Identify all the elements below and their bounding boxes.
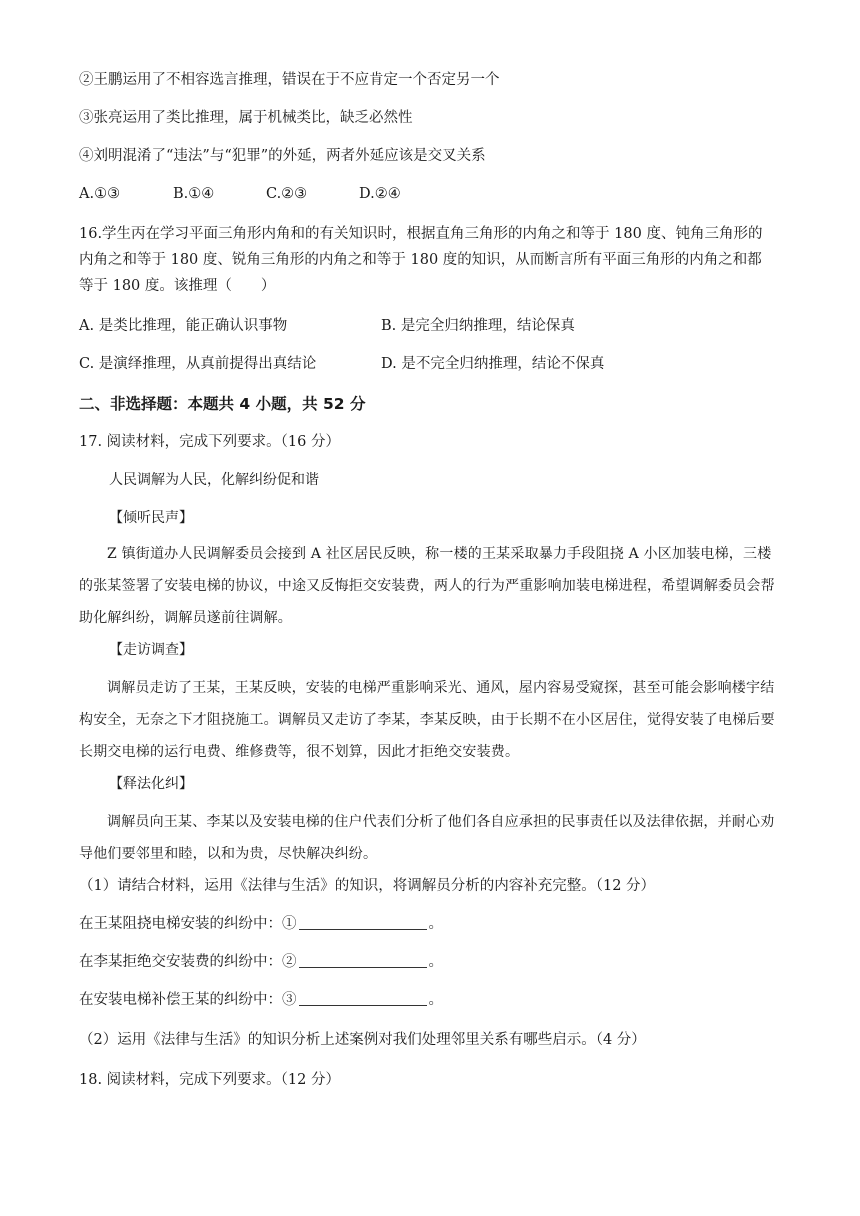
q17-tag-listen: 【倾听民声】 (109, 510, 193, 526)
q17-paragraph-2: 调解员走访了王某，王某反映，安装的电梯严重影响采光、通风，屋内容易受窥探，甚至可能会影响楼宇结构安全，无奈之下才阻挠施工。调解员又走访了李某，李某反映，由于长期不在小区居住，觉得安装了电梯后要长期交电梯的运行电费、维修费等，很不划算，因此才拒绝交安装费。 (79, 680, 775, 760)
q17-fill-3 (79, 990, 443, 1010)
q15-option-c: C.②③ (266, 186, 308, 202)
q17-fill-3-suffix: 。 (428, 992, 443, 1008)
q17-fill-2-prefix: 在李某拒绝交安装费的纠纷中：② (79, 954, 297, 970)
answer-blank-1[interactable] (299, 915, 427, 930)
q17-fill-1-suffix: 。 (428, 916, 443, 932)
q16-option-c: C. 是演绎推理，从真前提得出真结论 (79, 356, 317, 372)
q17-fill-2 (79, 952, 443, 972)
q17-paragraph-1: Z 镇街道办人民调解委员会接到 A 社区居民反映，称一楼的王某采取暴力手段阻挠 A 小区加装电梯，三楼的张某签署了安装电梯的协议，中途又反悔拒交安装费，两人的行为严重影响加装电梯进程，希望调解委员会帮助化解纠纷，调解员遂前往调解。 (79, 546, 775, 626)
q17-subquestion-2: （2）运用《法律与生活》的知识分析上述案例对我们处理邻里关系有哪些启示。（4 分） (79, 1032, 646, 1048)
q18-header: 18. 阅读材料，完成下列要求。（12 分） (79, 1072, 340, 1088)
q15-item-4: ④刘明混淆了“违法”与“犯罪”的外延，两者外延应该是交叉关系 (79, 148, 486, 164)
q17-paragraph-3: 调解员向王某、李某以及安装电梯的住户代表们分析了他们各自应承担的民事责任以及法律依据，并耐心劝导他们要邻里和睦，以和为贵，尽快解决纠纷。 (79, 814, 775, 862)
q17-subtitle: 人民调解为人民，化解纠纷促和谐 (109, 472, 319, 488)
q17-tag-visit: 【走访调查】 (109, 642, 193, 658)
q15-item-3: ③张亮运用了类比推理，属于机械类比，缺乏必然性 (79, 110, 413, 126)
answer-blank-2[interactable] (299, 953, 427, 968)
q17-tag-law: 【释法化纠】 (109, 776, 193, 792)
q15-option-a: A.①③ (79, 186, 121, 202)
q17-header: 17. 阅读材料，完成下列要求。（16 分） (79, 434, 340, 450)
q16-stem-line-3: 等于 180 度。该推理（ ） (79, 278, 276, 294)
q15-item-2: ②王鹏运用了不相容选言推理，错误在于不应肯定一个否定另一个 (79, 72, 500, 88)
section-2-title: 二、非选择题：本题共 4 小题，共 52 分 (79, 395, 366, 413)
q16-option-d: D. 是不完全归纳推理，结论不保真 (381, 356, 605, 372)
answer-blank-3[interactable] (299, 991, 427, 1006)
q17-subquestion-1: （1）请结合材料，运用《法律与生活》的知识，将调解员分析的内容补充完整。（12 分） (79, 878, 656, 894)
q15-option-b: B.①④ (173, 186, 215, 202)
q17-fill-1-prefix: 在王某阻挠电梯安装的纠纷中：① (79, 916, 297, 932)
q16-stem-line-2: 内角之和等于 180 度、锐角三角形的内角之和等于 180 度的知识，从而断言所有平面三角形的内角之和都 (79, 252, 762, 268)
q16-option-a: A. 是类比推理，能正确认识事物 (79, 318, 288, 334)
q16-stem-line-1: 16.学生丙在学习平面三角形内角和的有关知识时，根据直角三角形的内角之和等于 180 度、钝角三角形的 (79, 226, 763, 242)
q17-fill-1 (79, 914, 443, 934)
q15-options (79, 184, 401, 204)
q17-fill-3-prefix: 在安装电梯补偿王某的纠纷中：③ (79, 992, 297, 1008)
q17-fill-2-suffix: 。 (428, 954, 443, 970)
q16-option-b: B. 是完全归纳推理，结论保真 (381, 318, 575, 334)
q15-option-d: D.②④ (359, 186, 401, 202)
